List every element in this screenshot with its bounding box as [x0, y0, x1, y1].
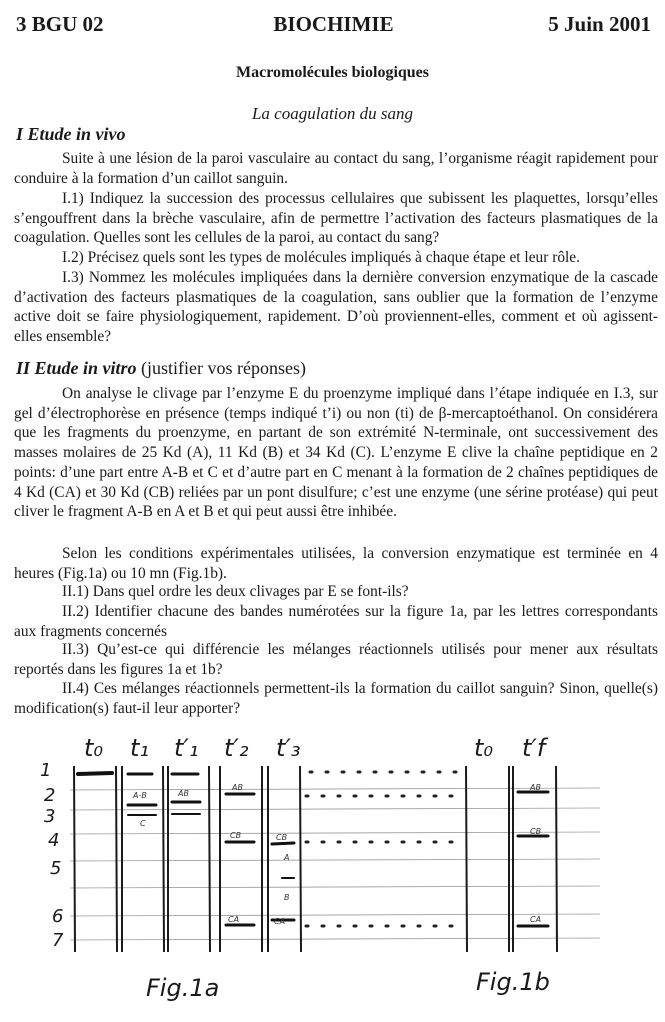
band-label-a-t3: A — [284, 853, 290, 862]
question-ii4: II.4) Ces mélanges réactionnels permettent-ils la formation du caillot sanguin? Sinon, quelle(s) modification(s) faut-il leur apporter? — [14, 680, 658, 717]
gel-figure — [0, 730, 665, 1022]
band-label-ca-t2: CA — [228, 915, 240, 924]
band-label-cb-tf: CB — [530, 827, 542, 836]
section-2-note: (justifier vos réponses) — [141, 358, 306, 378]
time-label-t3-prime: t′₃ — [276, 734, 301, 762]
time-label-tf-prime: t′f — [522, 734, 546, 762]
section-1-heading: I Etude in vivo — [16, 124, 126, 144]
exam-date: 5 Juin 2001 — [548, 12, 651, 36]
row-number-7: 7 — [52, 930, 64, 951]
fig-1a-caption: Fig.1a — [146, 974, 220, 1002]
time-label-t1-prime: t′₁ — [174, 734, 199, 762]
section-1-intro: Suite à une lésion de la paroi vasculaire au contact du sang, l’organisme réagit rapidement pour conduire à la formation d’un caillot sanguin. — [14, 150, 658, 187]
page-header — [16, 12, 651, 38]
band-label-ab-tf: AB — [530, 783, 541, 792]
band-label-ab-t2: AB — [232, 783, 243, 792]
band-label-c-t1: C — [140, 819, 146, 828]
question-i2: I.2) Précisez quels sont les types de molécules impliqués à chaque étape et leur rôle. — [62, 249, 580, 266]
exam-code: 3 BGU 02 — [16, 12, 104, 36]
exam-subject: BIOCHIMIE — [273, 12, 394, 36]
time-label-t0: t₀ — [84, 734, 104, 762]
band-label-ab-t1: A-B — [133, 791, 147, 800]
row-number-5: 5 — [50, 858, 62, 879]
band-annotations — [132, 783, 541, 926]
band-label-ca-t3: CA — [274, 917, 286, 926]
question-i3: I.3) Nommez les molécules impliquées dans la dernière conversion enzymatique de la cascade d’activation des facteurs plasmatiques de la coagulation, sans oublier que la formation de l’enzyme active doit se faire physiologiquement, rapidement. D’où proviennent-elles, comment et où agissent-elles ensemble? — [14, 269, 658, 346]
band-label-cb-t2: CB — [230, 831, 242, 840]
time-label-t2-prime: t′₂ — [224, 734, 249, 762]
gel-dotted-lines — [306, 772, 460, 926]
document-title: Macromolécules biologiques — [235, 64, 430, 81]
question-ii3: II.3) Qu’est-ce qui différencie les mélanges réactionnels utilisés pour mener aux résultats reportés dans les figures 1a et 1b? — [14, 641, 658, 678]
document-subtitle: La coagulation du sang — [251, 104, 414, 123]
gel-ruling — [70, 788, 600, 940]
section-2-paragraph-2: Selon les conditions expérimentales utilisées, la conversion enzymatique est terminée en 4 heures (Fig.1a) ou 10 mn (Fig.1b). — [14, 545, 658, 582]
time-label-t1: t₁ — [130, 734, 150, 762]
question-ii1: II.1) Dans quel ordre les deux clivages par E se font-ils? — [62, 583, 409, 600]
gel-bands — [78, 773, 548, 926]
row-number-3: 3 — [44, 806, 56, 827]
band-label-cb-t3: CB — [276, 833, 288, 842]
band-label-ab-t1prime: AB — [178, 789, 189, 798]
band-label-b-t3: B — [284, 893, 290, 902]
section-2-paragraph-1: On analyse le clivage par l’enzyme E du proenzyme impliqué dans l’étape indiquée en I.3, sur gel d’électrophorèse en présence (temps indiqué t’i) ou non (ti) de β-mercaptoéthanol. On considérera que les fragments du proenzyme, en partant de son extrémité N-terminale, ont successivement des masses molaires de 25 Kd (A), 11 Kd (B) et 34 Kd (C). L’enzyme E clive la chaîne peptidique en 2 points: d’une part entre A-B et C et d’autre part en C menant à la formation de 2 chaînes peptidiques de 4 Kd (CA) et 30 Kd (CB) reliées par un pont disulfure; c’est une enzyme (une sérine protéase) qui peut cliver le fragment A-B en A et B et qui peut aussi être inhibée. — [14, 385, 658, 521]
question-i1: I.1) Indiquez la succession des processus cellulaires que subissent les plaquettes, lorsqu’elles s’engouffrent dans la brèche vasculaire, afin de permettre l’activation des facteurs plasmatiques de la coagulation. Quelles sont les cellules de la paroi, au contact du sang? — [14, 190, 658, 247]
row-number-4: 4 — [48, 830, 60, 851]
section-2-heading — [16, 358, 306, 379]
fig-1b-caption: Fig.1b — [476, 968, 550, 996]
band-label-ca-tf: CA — [530, 915, 542, 924]
question-ii2: II.2) Identifier chacune des bandes numérotées sur la figure 1a, par les lettres correspondants aux fragments concernés — [14, 603, 658, 640]
section-2-title: II Etude in vitro — [16, 358, 137, 378]
time-label-t0-b: t₀ — [474, 734, 494, 762]
row-number-2: 2 — [44, 785, 56, 806]
row-number-6: 6 — [52, 906, 64, 927]
row-number-1: 1 — [40, 760, 52, 781]
